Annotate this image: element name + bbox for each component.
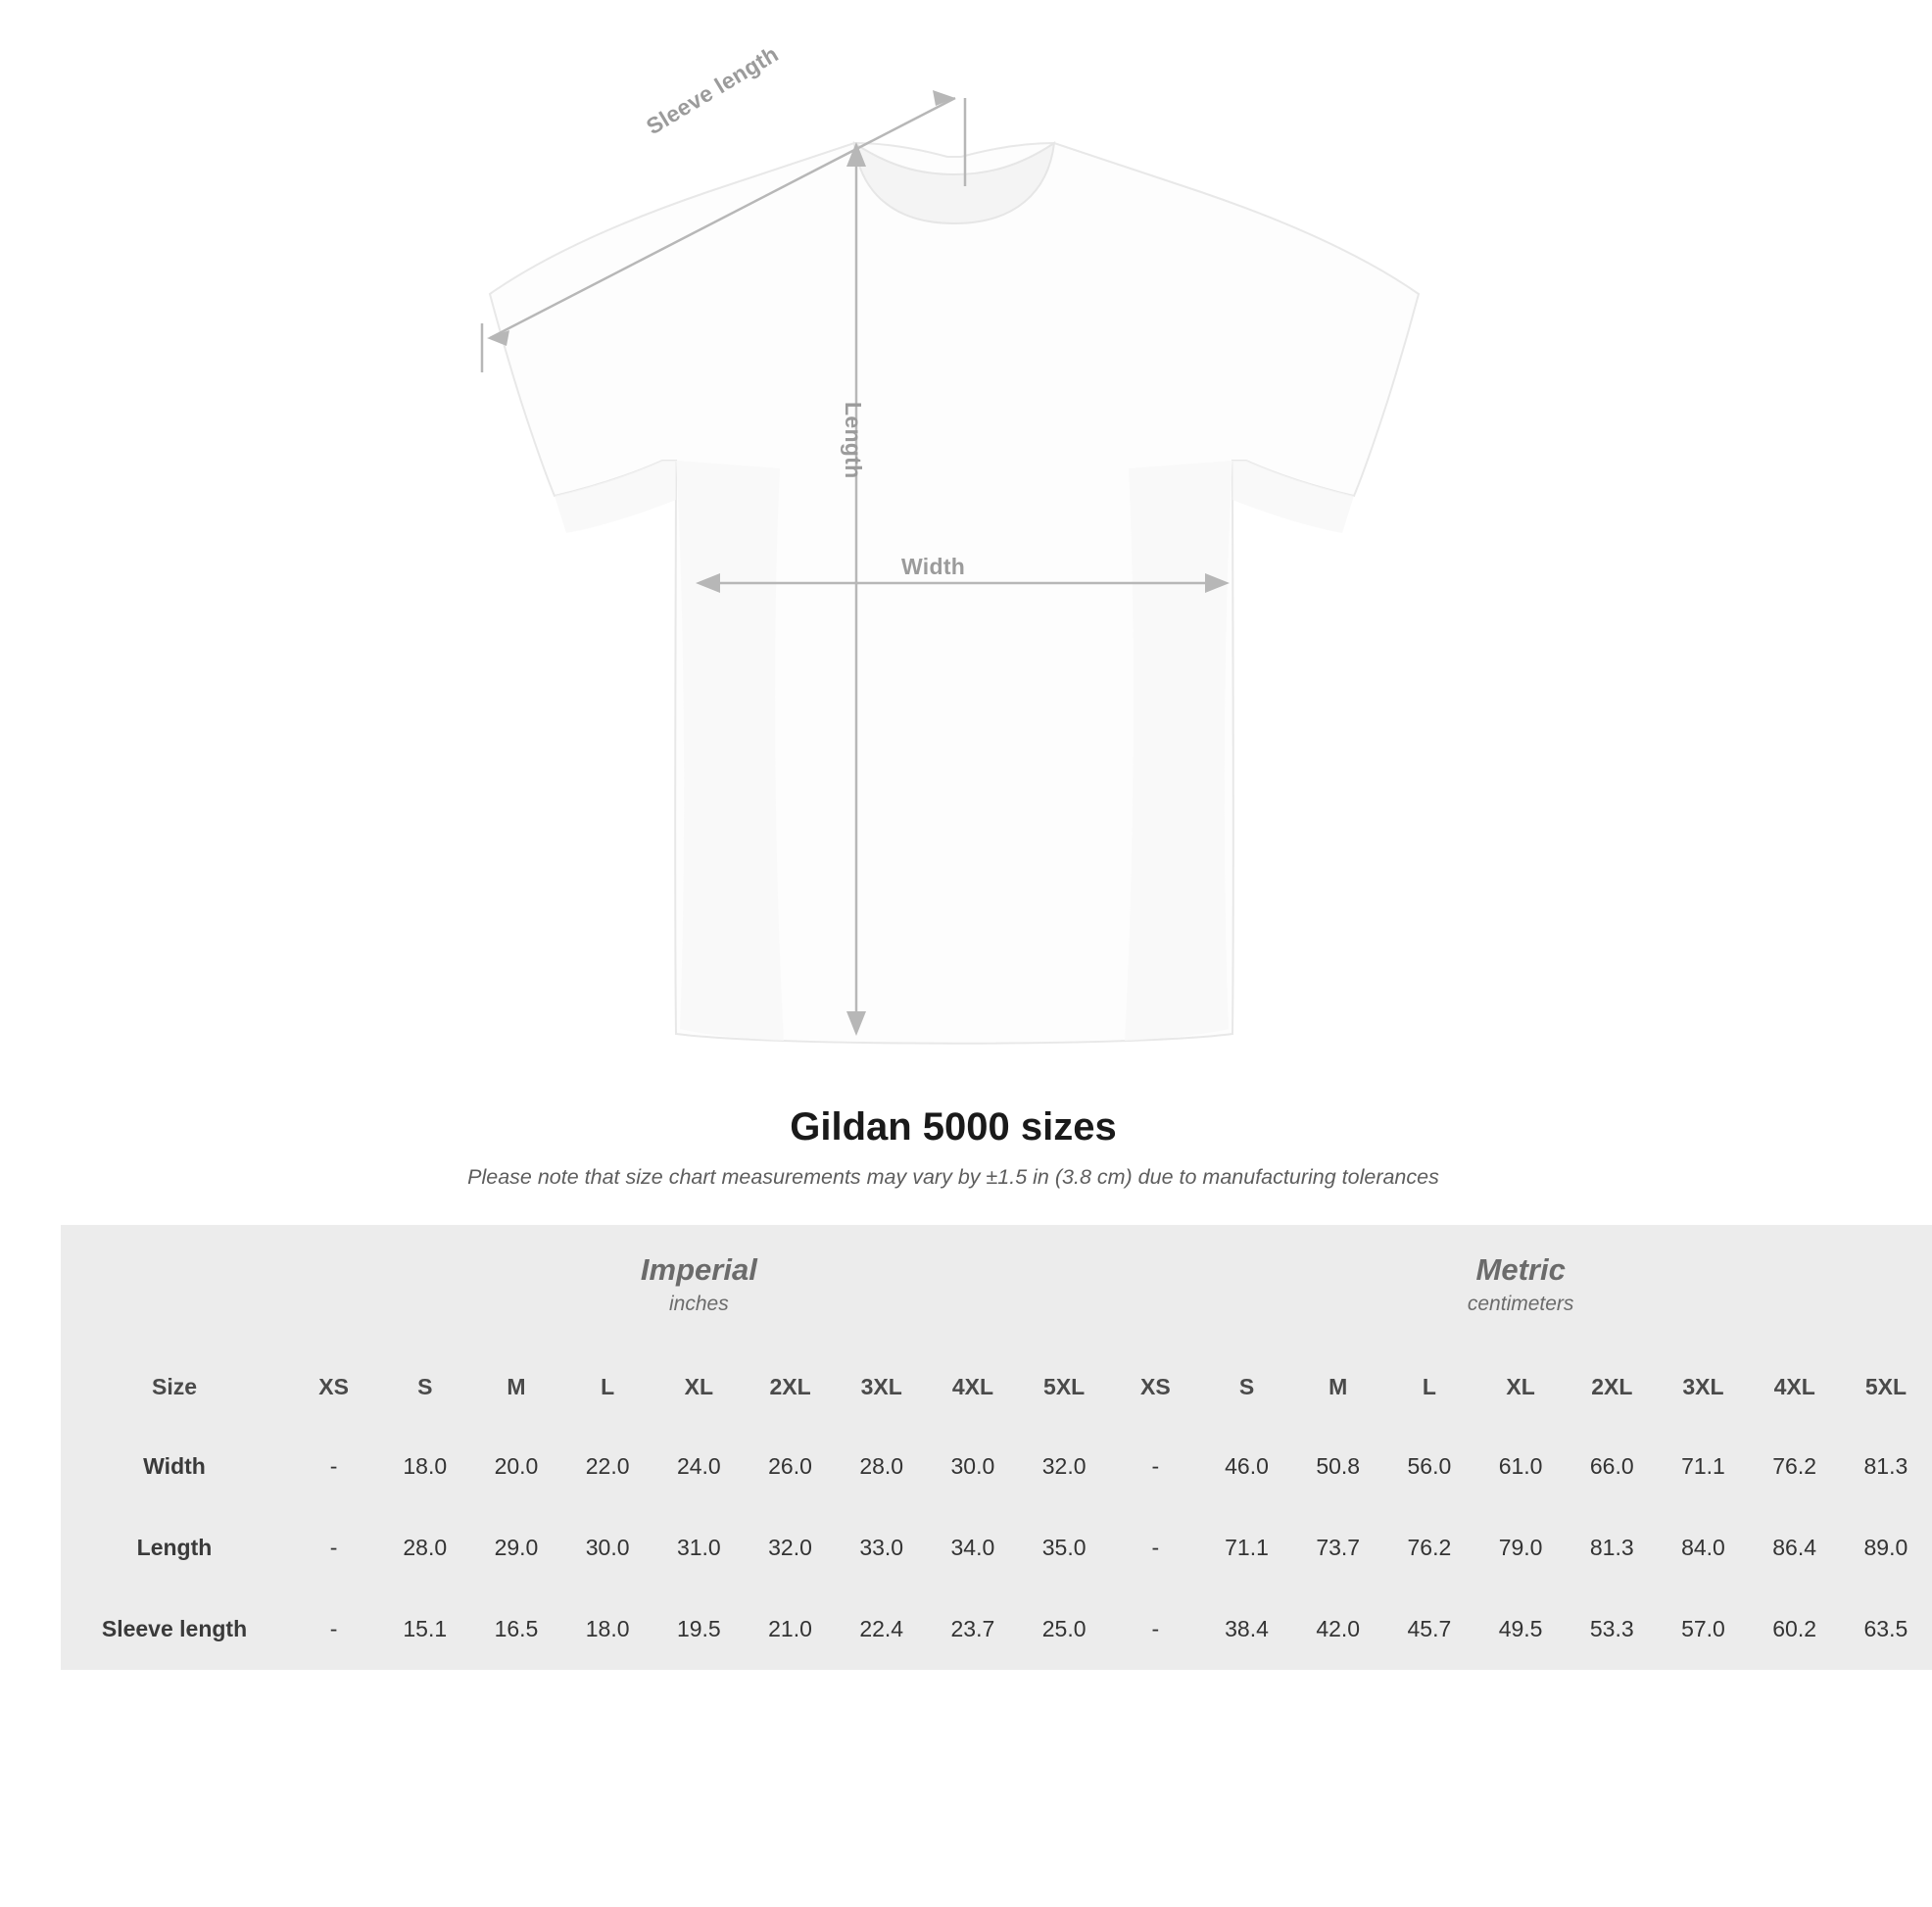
column-header-row: [61, 1348, 1932, 1426]
col-header: XS: [288, 1348, 379, 1426]
cell: 66.0: [1567, 1426, 1658, 1507]
cell: 20.0: [470, 1426, 561, 1507]
cell: 71.1: [1201, 1507, 1292, 1589]
col-header: M: [1292, 1348, 1383, 1426]
unit-header-spacer: [61, 1225, 288, 1348]
cell: 81.3: [1840, 1426, 1931, 1507]
table-row: [61, 1426, 1932, 1507]
cell: 42.0: [1292, 1589, 1383, 1670]
unit-metric-sub: centimeters: [1467, 1292, 1574, 1315]
cell: -: [288, 1507, 379, 1589]
unit-metric-name: Metric: [1475, 1252, 1566, 1287]
unit-header-row: [61, 1225, 1932, 1348]
tolerance-note: Please note that size chart measurements may vary by ±1.5 in (3.8 cm) due to manufacturing tolerances: [467, 1165, 1439, 1189]
unit-metric: [1110, 1225, 1932, 1348]
cell: 45.7: [1383, 1589, 1474, 1670]
cell: 35.0: [1019, 1507, 1110, 1589]
cell: 60.2: [1749, 1589, 1840, 1670]
cell: 89.0: [1840, 1507, 1931, 1589]
cell: 38.4: [1201, 1589, 1292, 1670]
col-header: 5XL: [1019, 1348, 1110, 1426]
cell: 53.3: [1567, 1589, 1658, 1670]
col-header: S: [379, 1348, 470, 1426]
table-row: [61, 1589, 1932, 1670]
page-title: Gildan 5000 sizes: [790, 1105, 1117, 1149]
cell: 50.8: [1292, 1426, 1383, 1507]
cell: 30.0: [927, 1426, 1018, 1507]
cell: -: [1110, 1507, 1201, 1589]
cell: 28.0: [379, 1507, 470, 1589]
cell: 18.0: [562, 1589, 653, 1670]
col-header: S: [1201, 1348, 1292, 1426]
row-label: Sleeve length: [61, 1589, 288, 1670]
col-header: L: [562, 1348, 653, 1426]
cell: 22.4: [836, 1589, 927, 1670]
length-label: Length: [841, 402, 866, 479]
unit-imperial-name: Imperial: [640, 1252, 757, 1287]
cell: 56.0: [1383, 1426, 1474, 1507]
cell: -: [1110, 1589, 1201, 1670]
cell: 61.0: [1475, 1426, 1567, 1507]
row-label: Length: [61, 1507, 288, 1589]
unit-imperial: [288, 1225, 1110, 1348]
col-header: 2XL: [1567, 1348, 1658, 1426]
cell: 30.0: [562, 1507, 653, 1589]
col-header: 4XL: [927, 1348, 1018, 1426]
cell: 15.1: [379, 1589, 470, 1670]
title-block: [0, 1105, 1907, 1190]
cell: 57.0: [1658, 1589, 1749, 1670]
cell: 79.0: [1475, 1507, 1567, 1589]
cell: 84.0: [1658, 1507, 1749, 1589]
col-header: XL: [653, 1348, 745, 1426]
col-header: 3XL: [836, 1348, 927, 1426]
cell: 32.0: [1019, 1426, 1110, 1507]
cell: 19.5: [653, 1589, 745, 1670]
cell: 25.0: [1019, 1589, 1110, 1670]
size-header: Size: [61, 1348, 288, 1426]
cell: 18.0: [379, 1426, 470, 1507]
row-label: Width: [61, 1426, 288, 1507]
cell: 26.0: [745, 1426, 836, 1507]
cell: 33.0: [836, 1507, 927, 1589]
cell: 76.2: [1749, 1426, 1840, 1507]
cell: 34.0: [927, 1507, 1018, 1589]
cell: 21.0: [745, 1589, 836, 1670]
cell: 73.7: [1292, 1507, 1383, 1589]
cell: 71.1: [1658, 1426, 1749, 1507]
table-row: [61, 1507, 1932, 1589]
cell: -: [288, 1426, 379, 1507]
cell: 49.5: [1475, 1589, 1567, 1670]
col-header: 5XL: [1840, 1348, 1931, 1426]
cell: 22.0: [562, 1426, 653, 1507]
col-header: 2XL: [745, 1348, 836, 1426]
cell: 46.0: [1201, 1426, 1292, 1507]
cell: 28.0: [836, 1426, 927, 1507]
width-label: Width: [901, 554, 966, 579]
cell: 81.3: [1567, 1507, 1658, 1589]
cell: 31.0: [653, 1507, 745, 1589]
cell: -: [288, 1589, 379, 1670]
col-header: 3XL: [1658, 1348, 1749, 1426]
cell: 63.5: [1840, 1589, 1931, 1670]
cell: 76.2: [1383, 1507, 1474, 1589]
col-header: 4XL: [1749, 1348, 1840, 1426]
cell: 29.0: [470, 1507, 561, 1589]
col-header: XS: [1110, 1348, 1201, 1426]
cell: 16.5: [470, 1589, 561, 1670]
cell: 24.0: [653, 1426, 745, 1507]
cell: -: [1110, 1426, 1201, 1507]
cell: 86.4: [1749, 1507, 1840, 1589]
size-table: [61, 1225, 1932, 1670]
tshirt-shape: [490, 143, 1419, 1044]
cell: 23.7: [927, 1589, 1018, 1670]
sleeve-length-label: Sleeve length: [642, 40, 783, 140]
unit-imperial-sub: inches: [669, 1292, 729, 1315]
col-header: XL: [1475, 1348, 1567, 1426]
size-table-container: [61, 1225, 1908, 1670]
col-header: M: [470, 1348, 561, 1426]
cell: 32.0: [745, 1507, 836, 1589]
col-header: L: [1383, 1348, 1474, 1426]
